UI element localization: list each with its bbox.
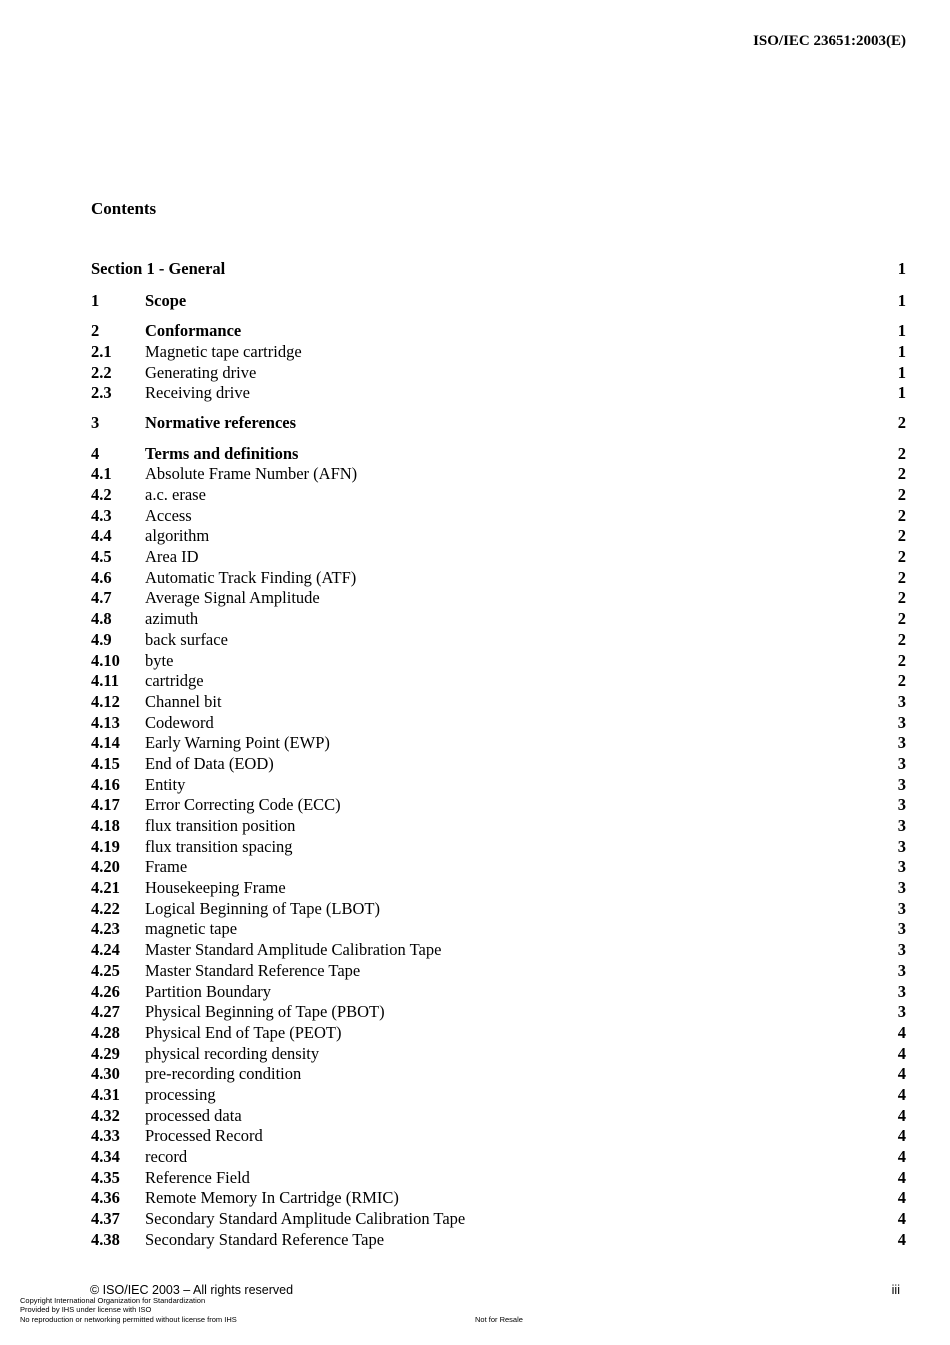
toc-entry[interactable] <box>91 837 906 858</box>
toc-entry[interactable] <box>91 857 906 878</box>
footer-copyright: © ISO/IEC 2003 – All rights reserved <box>90 1283 294 1297</box>
toc-entry-page: 3 <box>897 753 906 773</box>
toc-entry-page: 4 <box>897 1167 906 1187</box>
toc-entry-title: Codeword <box>145 712 214 732</box>
toc-entry-page: 2 <box>897 505 906 525</box>
toc-entry-page: 3 <box>897 960 906 980</box>
toc-entry-number: 4.30 <box>91 1064 120 1084</box>
toc-entry-number: 2.1 <box>91 341 112 361</box>
toc-entry-title: Secondary Standard Reference Tape <box>145 1229 385 1249</box>
toc-entry-page: 3 <box>897 774 906 794</box>
toc-entry-number: 4.15 <box>91 753 120 773</box>
toc-entry-title: Logical Beginning of Tape (LBOT) <box>145 898 380 918</box>
footer-page-number: iii <box>891 1283 900 1297</box>
toc-entry-page: 4 <box>897 1022 906 1042</box>
toc-entry-number: 4.3 <box>91 505 112 525</box>
toc-entry-number: 4.14 <box>91 733 120 753</box>
toc-entry[interactable] <box>91 713 906 734</box>
toc-entry-page: 2 <box>897 567 906 587</box>
toc-entry-page: 3 <box>897 919 906 939</box>
toc-entry[interactable] <box>91 940 906 961</box>
toc-entry-page: 2 <box>897 629 906 649</box>
toc-entry-title: record <box>145 1147 188 1166</box>
toc-entry[interactable] <box>91 1064 906 1085</box>
toc-entry-page: 3 <box>897 857 906 877</box>
toc-entry[interactable] <box>91 413 906 434</box>
toc-entry-title: Physical End of Tape (PEOT) <box>145 1022 342 1042</box>
not-for-resale-note: Not for Resale <box>475 1315 523 1324</box>
toc-entry[interactable] <box>91 1188 906 1209</box>
toc-entry-title: Entity <box>145 774 186 794</box>
toc-entry-title: Conformance <box>145 321 242 341</box>
toc-entry[interactable] <box>91 1209 906 1230</box>
toc-entry-title: Secondary Standard Amplitude Calibration Tape <box>145 1209 466 1229</box>
toc-entry-number: 4.17 <box>91 795 120 815</box>
toc-entry-number: 4.18 <box>91 816 120 835</box>
toc-entry-number: 4.6 <box>91 567 112 587</box>
toc-entry-number: 4.12 <box>91 691 120 711</box>
toc-entry-page: 2 <box>897 526 906 546</box>
toc-entry[interactable] <box>91 816 906 837</box>
toc-entry-page: 3 <box>897 1002 906 1022</box>
toc-entry-page: 4 <box>897 1064 906 1084</box>
toc-entry[interactable] <box>91 1168 906 1189</box>
toc-entry-title: physical recording density <box>145 1043 320 1063</box>
toc-entry-page: 4 <box>897 1126 906 1146</box>
toc-entry[interactable] <box>91 795 906 816</box>
toc-entry-title: Partition Boundary <box>145 981 272 1001</box>
license-line-3: No reproduction or networking permitted without license from IHS <box>20 1315 237 1324</box>
toc-entry-page: 3 <box>897 691 906 711</box>
toc-entry-page: 3 <box>897 816 906 835</box>
toc-entry-title: Master Standard Reference Tape <box>145 960 361 980</box>
toc-entry-page: 1 <box>897 362 906 382</box>
toc-entry-number: 4.19 <box>91 836 120 856</box>
toc-entry-number: 4.20 <box>91 857 120 877</box>
toc-entry[interactable] <box>91 609 906 630</box>
toc-entry-number: 4.7 <box>91 588 112 608</box>
toc-entry-number: 4.28 <box>91 1022 120 1042</box>
toc-entry-number: 4.8 <box>91 609 112 629</box>
toc-entry-page: 4 <box>897 1229 906 1249</box>
toc-entry-number: 4.31 <box>91 1084 120 1104</box>
toc-entry[interactable] <box>91 671 906 692</box>
toc-entry-page: 2 <box>897 547 906 567</box>
toc-entry-number: 4.29 <box>91 1043 120 1063</box>
toc-entry[interactable] <box>91 568 906 589</box>
toc-entry[interactable] <box>91 1085 906 1106</box>
toc-entry-number: 4.33 <box>91 1126 120 1146</box>
toc-entry[interactable] <box>91 444 906 465</box>
toc-entry-title: Access <box>145 505 192 525</box>
toc-entry[interactable] <box>91 1044 906 1065</box>
toc-entry-title: a.c. erase <box>145 485 206 504</box>
toc-entry-number: 2.2 <box>91 362 112 382</box>
toc-entry-number: 4.24 <box>91 940 120 960</box>
toc-entry-number: 4 <box>91 443 100 463</box>
toc-entry-page: 4 <box>897 1043 906 1063</box>
toc-entry-title: processing <box>145 1084 216 1104</box>
toc-entry-page: 2 <box>897 609 906 629</box>
toc-entry[interactable] <box>91 1106 906 1127</box>
toc-entry-number: 4.35 <box>91 1167 120 1187</box>
toc-entry-title: Automatic Track Finding (ATF) <box>145 567 357 587</box>
toc-entry-page: 4 <box>897 1105 906 1125</box>
toc-entry[interactable] <box>91 651 906 672</box>
toc-entry-page: 2 <box>897 413 906 433</box>
toc-entry-title: processed data <box>145 1105 242 1125</box>
toc-entry-title: End of Data (EOD) <box>145 753 274 773</box>
toc-entry-title: Frame <box>145 857 188 877</box>
toc-entry-number: 4.1 <box>91 464 112 484</box>
toc-entry-number: 4.13 <box>91 712 120 732</box>
toc-entry-number: 4.25 <box>91 960 120 980</box>
toc-entry-number: 1 <box>91 291 100 310</box>
toc-entry-title: magnetic tape <box>145 919 238 939</box>
toc-entry-title: Magnetic tape cartridge <box>145 341 302 361</box>
license-line-2: Provided by IHS under license with ISO <box>20 1305 152 1314</box>
toc-entry-page: 2 <box>897 588 906 608</box>
toc-entry-page: 3 <box>897 940 906 960</box>
toc-entry-page: 2 <box>897 671 906 691</box>
toc-entry-number: 4.10 <box>91 650 120 670</box>
toc-entry-title: cartridge <box>145 671 204 691</box>
toc-entry[interactable] <box>91 754 906 775</box>
toc-entry-number: 2.3 <box>91 383 112 403</box>
toc-entry-title: Channel bit <box>145 691 222 711</box>
toc-entry-title: Error Correcting Code (ECC) <box>145 795 341 815</box>
toc-entry-number: 3 <box>91 413 100 433</box>
toc-entry-title: Reference Field <box>145 1167 250 1187</box>
document-id-header: ISO/IEC 23651:2003(E) <box>753 33 906 49</box>
toc-entry-page: 4 <box>897 1188 906 1208</box>
toc-entry-page: 1 <box>897 291 906 310</box>
toc-entry-page: 3 <box>897 712 906 732</box>
toc-entry[interactable] <box>91 588 906 609</box>
toc-entry[interactable] <box>91 878 906 899</box>
toc-entry-number: 4.4 <box>91 526 112 546</box>
toc-entry-page: 2 <box>897 650 906 670</box>
toc-entry-title: pre-recording condition <box>145 1064 302 1084</box>
toc-entry-title: Generating drive <box>145 362 257 382</box>
toc-entry-title: algorithm <box>145 526 210 546</box>
toc-entry-number: 4.2 <box>91 485 112 504</box>
toc-entry-page: 2 <box>897 443 906 463</box>
toc-entry[interactable] <box>91 342 906 363</box>
toc-entry[interactable] <box>91 506 906 527</box>
toc-entry-page: 3 <box>897 836 906 856</box>
toc-entry-title: flux transition spacing <box>145 836 293 856</box>
toc-entry-number: 4.37 <box>91 1209 120 1229</box>
toc-entry-number: 4.34 <box>91 1147 120 1166</box>
toc-entry-number: 4.27 <box>91 1002 120 1022</box>
toc-entry-number: 4.38 <box>91 1229 120 1249</box>
toc-entry[interactable] <box>91 1230 906 1251</box>
toc-entry[interactable] <box>91 464 906 485</box>
toc-entry-title: back surface <box>145 629 228 649</box>
toc-entry[interactable] <box>91 1002 906 1023</box>
toc-entry-page: 1 <box>897 259 906 278</box>
toc-entry[interactable] <box>91 1126 906 1147</box>
toc-entry[interactable] <box>91 1023 906 1044</box>
toc-entry-title: Normative references <box>145 413 297 433</box>
toc-entry-title: Master Standard Amplitude Calibration Tape <box>145 940 442 960</box>
license-line-1: Copyright International Organization for Standardization <box>20 1296 206 1305</box>
toc-entry-number: 4.21 <box>91 878 120 898</box>
toc-entry-title: flux transition position <box>145 816 296 835</box>
toc-entry-page: 3 <box>897 878 906 898</box>
toc-entry-title: Processed Record <box>145 1126 263 1146</box>
toc-entry-page: 3 <box>897 795 906 815</box>
toc-entry-page: 3 <box>897 898 906 918</box>
toc-entry[interactable] <box>91 899 906 920</box>
toc-entry[interactable] <box>91 547 906 568</box>
toc-entry-number: 4.9 <box>91 629 112 649</box>
toc-entry-number: 4.5 <box>91 547 112 567</box>
toc-entry[interactable] <box>91 1147 906 1168</box>
toc-entry[interactable] <box>91 383 906 404</box>
toc-entry-page: 1 <box>897 321 906 341</box>
toc-entry-title: Section 1 - General <box>91 259 226 278</box>
toc-entry[interactable] <box>91 733 906 754</box>
toc-entry[interactable] <box>91 982 906 1003</box>
toc-entry-number: 4.22 <box>91 898 120 918</box>
contents-heading: Contents <box>91 199 157 218</box>
toc-entry-title: Receiving drive <box>145 383 250 403</box>
toc-entry-title: azimuth <box>145 609 199 629</box>
toc-entry[interactable] <box>91 291 906 312</box>
toc-entry[interactable] <box>91 630 906 651</box>
toc-entry[interactable] <box>91 485 906 506</box>
toc-entry-page: 1 <box>897 341 906 361</box>
toc-entry-title: Physical Beginning of Tape (PBOT) <box>145 1002 385 1022</box>
toc-entry-number: 4.23 <box>91 919 120 939</box>
table-of-contents <box>91 259 906 1250</box>
toc-entry[interactable] <box>91 259 906 281</box>
toc-entry[interactable] <box>91 775 906 796</box>
toc-entry-number: 4.26 <box>91 981 120 1001</box>
toc-entry-page: 3 <box>897 981 906 1001</box>
toc-entry-page: 2 <box>897 485 906 504</box>
toc-entry-title: Remote Memory In Cartridge (RMIC) <box>145 1188 399 1208</box>
toc-entry-page: 1 <box>897 383 906 403</box>
toc-entry-page: 3 <box>897 733 906 753</box>
toc-entry[interactable] <box>91 919 906 940</box>
toc-entry[interactable] <box>91 692 906 713</box>
toc-entry-page: 4 <box>897 1084 906 1104</box>
toc-entry-title: Area ID <box>145 547 199 567</box>
toc-entry-title: Early Warning Point (EWP) <box>145 733 330 753</box>
toc-entry-title: Scope <box>145 291 187 310</box>
toc-entry-title: Terms and definitions <box>145 443 299 463</box>
toc-entry-title: Absolute Frame Number (AFN) <box>145 464 358 484</box>
toc-entry[interactable] <box>91 363 906 384</box>
toc-entry-page: 2 <box>897 464 906 484</box>
toc-entry-title: byte <box>145 650 174 670</box>
toc-entry[interactable] <box>91 961 906 982</box>
toc-entry-page: 4 <box>897 1147 906 1166</box>
toc-entry-number: 4.36 <box>91 1188 120 1208</box>
toc-entry-title: Housekeeping Frame <box>145 878 286 898</box>
toc-entry-number: 2 <box>91 321 100 341</box>
toc-entry[interactable] <box>91 526 906 547</box>
toc-entry[interactable] <box>91 321 906 342</box>
toc-entry-number: 4.11 <box>91 671 119 691</box>
toc-entry-number: 4.32 <box>91 1105 120 1125</box>
toc-entry-title: Average Signal Amplitude <box>145 588 320 608</box>
toc-entry-page: 4 <box>897 1209 906 1229</box>
toc-entry-number: 4.16 <box>91 774 120 794</box>
